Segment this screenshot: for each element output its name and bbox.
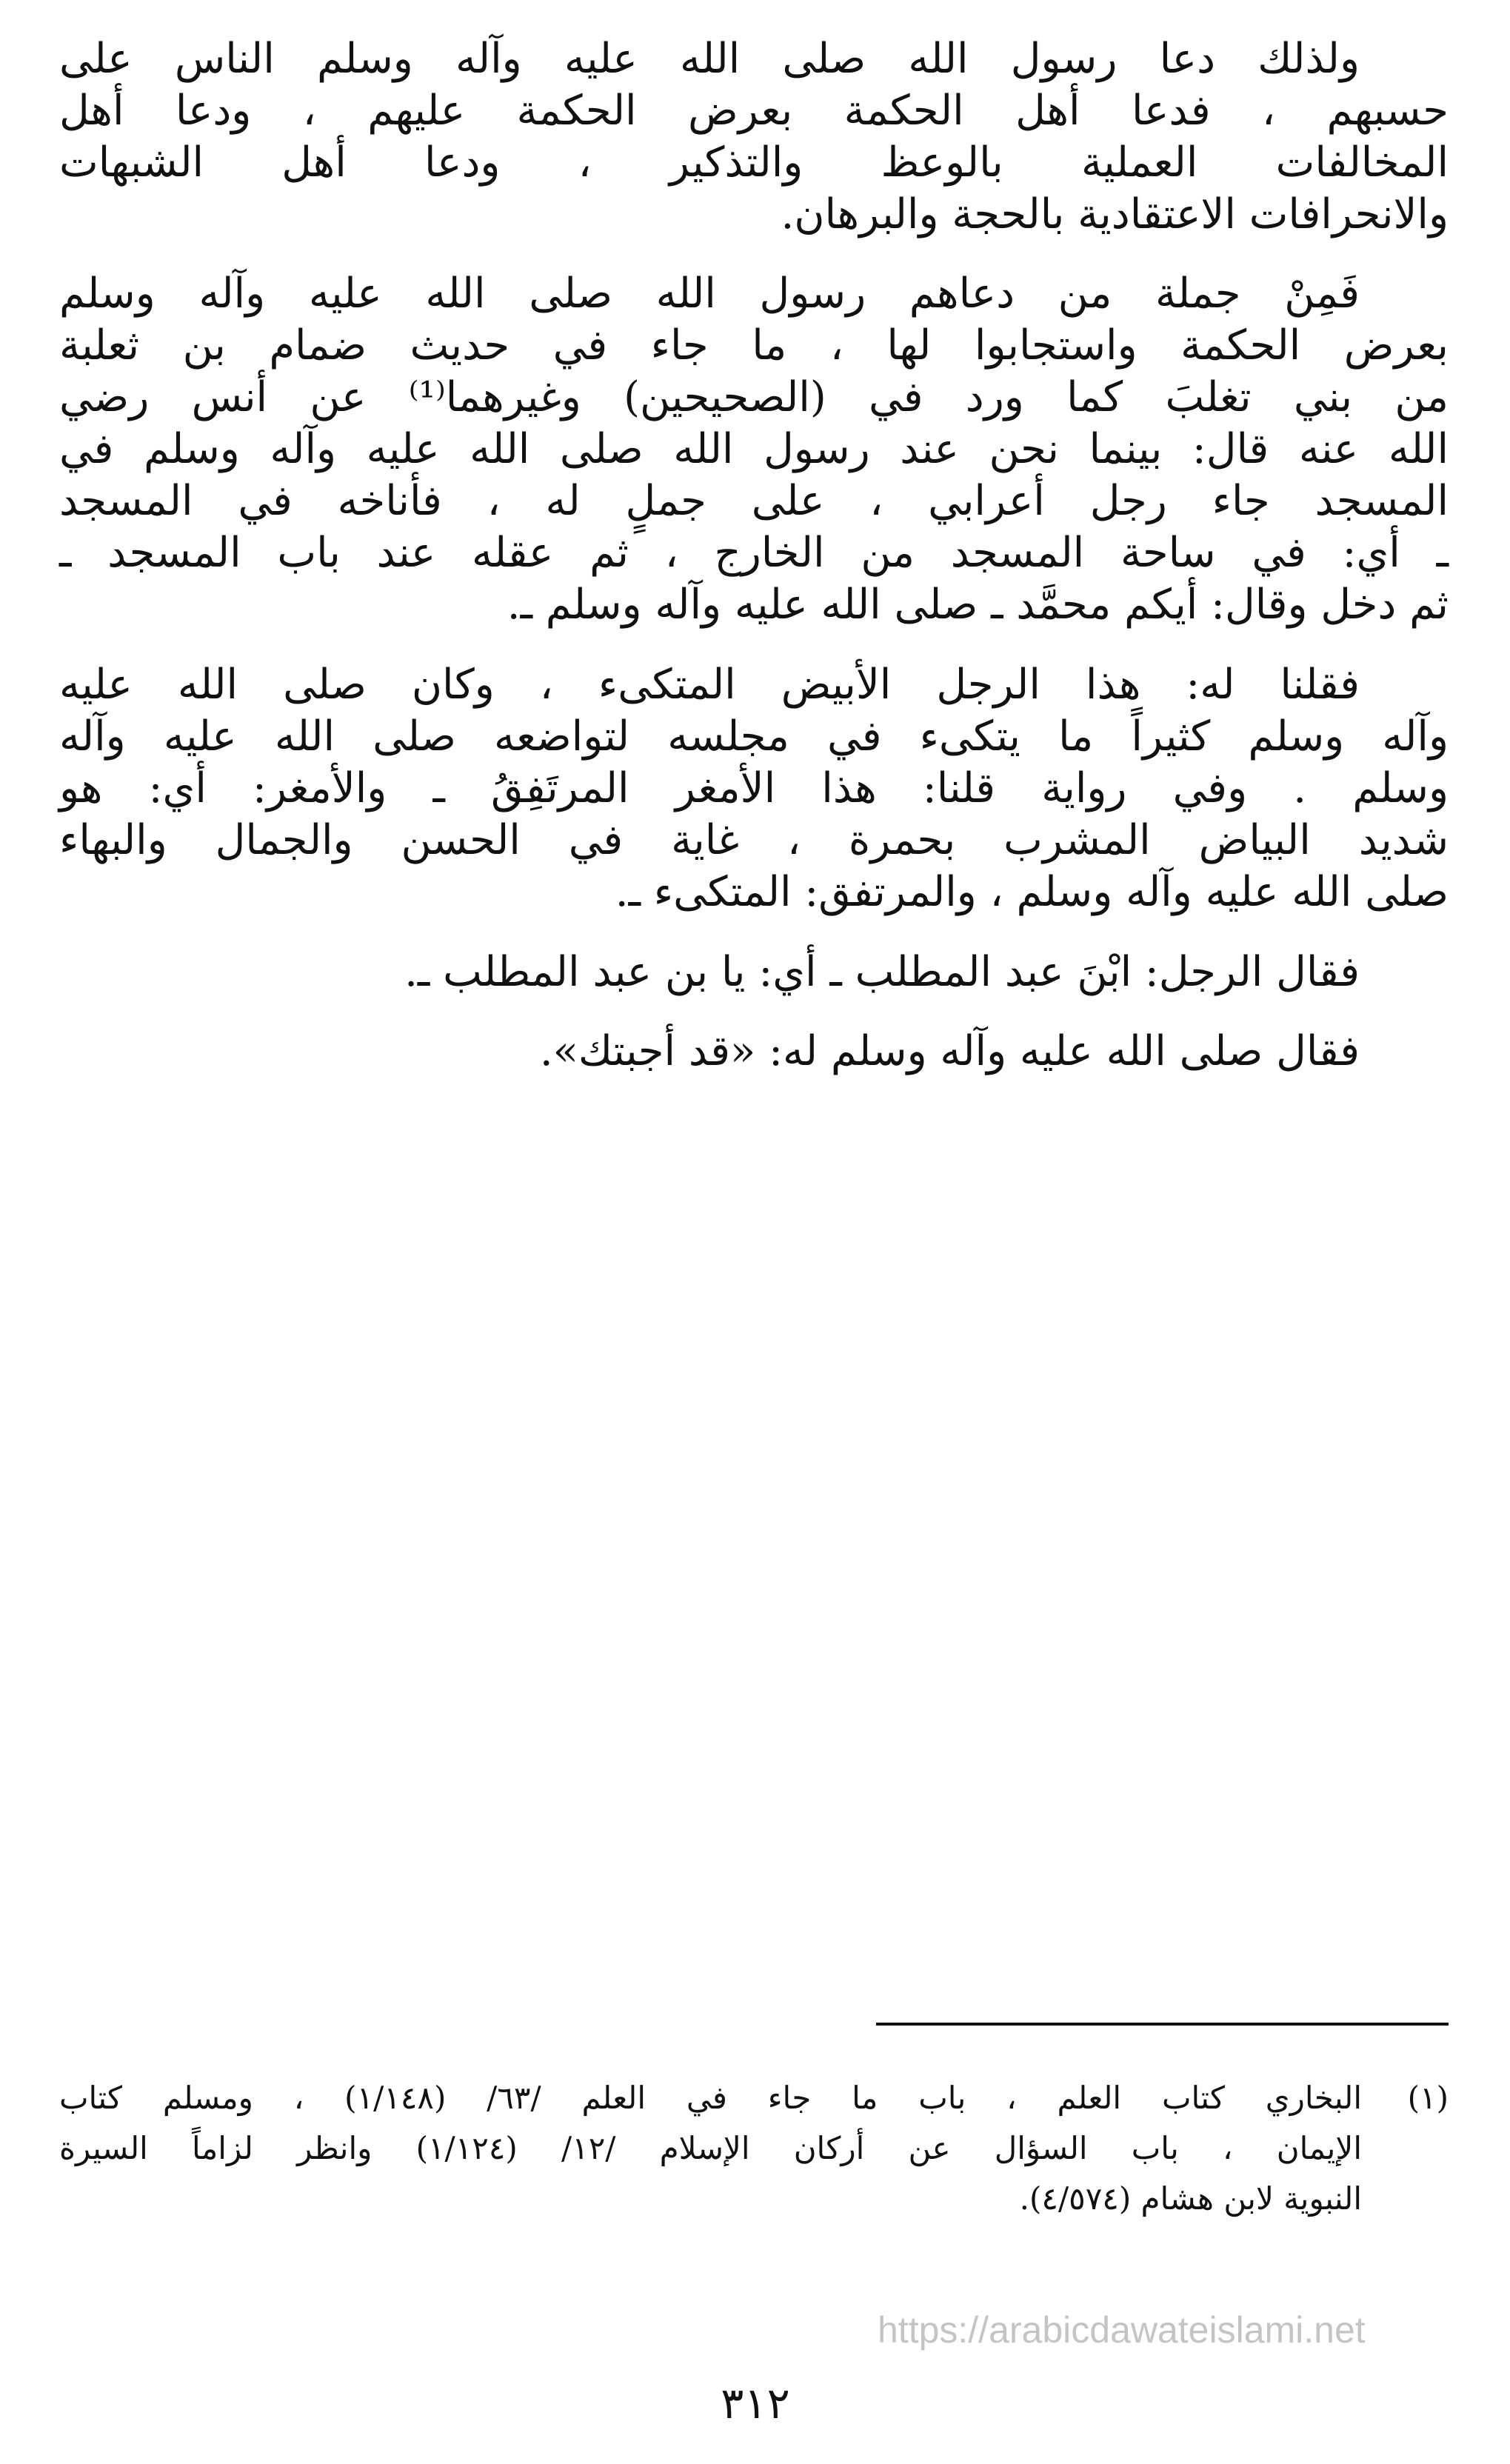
body-text-line: ولذلك دعا رسول الله صلى الله عليه وآله وسلم الناس على: [59, 35, 1360, 83]
page-number: ٣١٢: [721, 2378, 790, 2428]
body-text-line: صلى الله عليه وآله وسلم ، والمرتفق: المتكىء ـ.: [615, 868, 1449, 916]
body-text-line: فَمِنْ جملة من دعاهم رسول الله صلى الله عليه وآله وسلم: [59, 270, 1360, 318]
body-text-line: ثم دخل وقال: أيكم محمَّد ـ صلى الله عليه وآله وسلم ـ.: [507, 581, 1449, 629]
footnote-text-line: البخاري كتاب العلم ، باب ما جاء في العلم /٦٣/ (١/١٤٨) ، ومسلم كتاب: [59, 2080, 1362, 2116]
watermark-url: https://arabicdawateislami.net: [878, 2309, 1366, 2351]
footnote-text-line: الإيمان ، باب السؤال عن أركان الإسلام /١٢/ (١/١٢٤) وانظر لزاماً السيرة: [59, 2130, 1362, 2166]
body-text-line: وآله وسلم كثيراً ما يتكىء في مجلسه لتواضعه صلى الله عليه وآله: [59, 712, 1449, 761]
body-text-line: المسجد جاء رجل أعرابي ، على جملٍ له ، فأناخه في المسجد: [59, 477, 1449, 525]
footnote-divider: [876, 2023, 1449, 2026]
body-text-line: وسلم . وفي رواية قلنا: هذا الأمغر المرتَفِقُ ـ والأمغر: أي: هو: [59, 764, 1449, 812]
body-text-line: شديد البياض المشرب بحمرة ، غاية في الحسن والجمال والبهاء: [59, 816, 1449, 864]
footnote-text-line: النبوية لابن هشام (٤/٥٧٤).: [1019, 2180, 1362, 2217]
body-text-line: فقال الرجل: ابْنَ عبد المطلب ـ أي: يا بن عبد المطلب ـ.: [404, 948, 1360, 996]
body-text-line: حسبهم ، فدعا أهل الحكمة بعرض الحكمة عليهم ، ودعا أهل: [59, 87, 1449, 135]
body-text-line: المخالفات العملية بالوعظ والتذكير ، ودعا أهل الشبهات: [59, 138, 1449, 187]
body-text-line: من بني تغلبَ كما ورد في (الصحيحين) وغيرهما⁽¹⁾ عن أنس رضي: [59, 373, 1449, 421]
footnote-number: (١): [1407, 2080, 1449, 2116]
body-text-line: فقال صلى الله عليه وآله وسلم له: «قد أجبتك».: [539, 1027, 1360, 1075]
body-text-line: الله عنه قال: بينما نحن عند رسول الله صلى الله عليه وآله وسلم في: [59, 425, 1449, 473]
body-text-line: بعرض الحكمة واستجابوا لها ، ما جاء في حديث ضمام بن ثعلبة: [59, 321, 1449, 370]
body-text-line: فقلنا له: هذا الرجل الأبيض المتكىء ، وكان صلى الله عليه: [59, 661, 1360, 709]
body-text-line: والانحرافات الاعتقادية بالحجة والبرهان.: [781, 190, 1449, 238]
body-text-line: ـ أي: في ساحة المسجد من الخارج ، ثم عقله عند باب المسجد ـ: [59, 529, 1449, 577]
